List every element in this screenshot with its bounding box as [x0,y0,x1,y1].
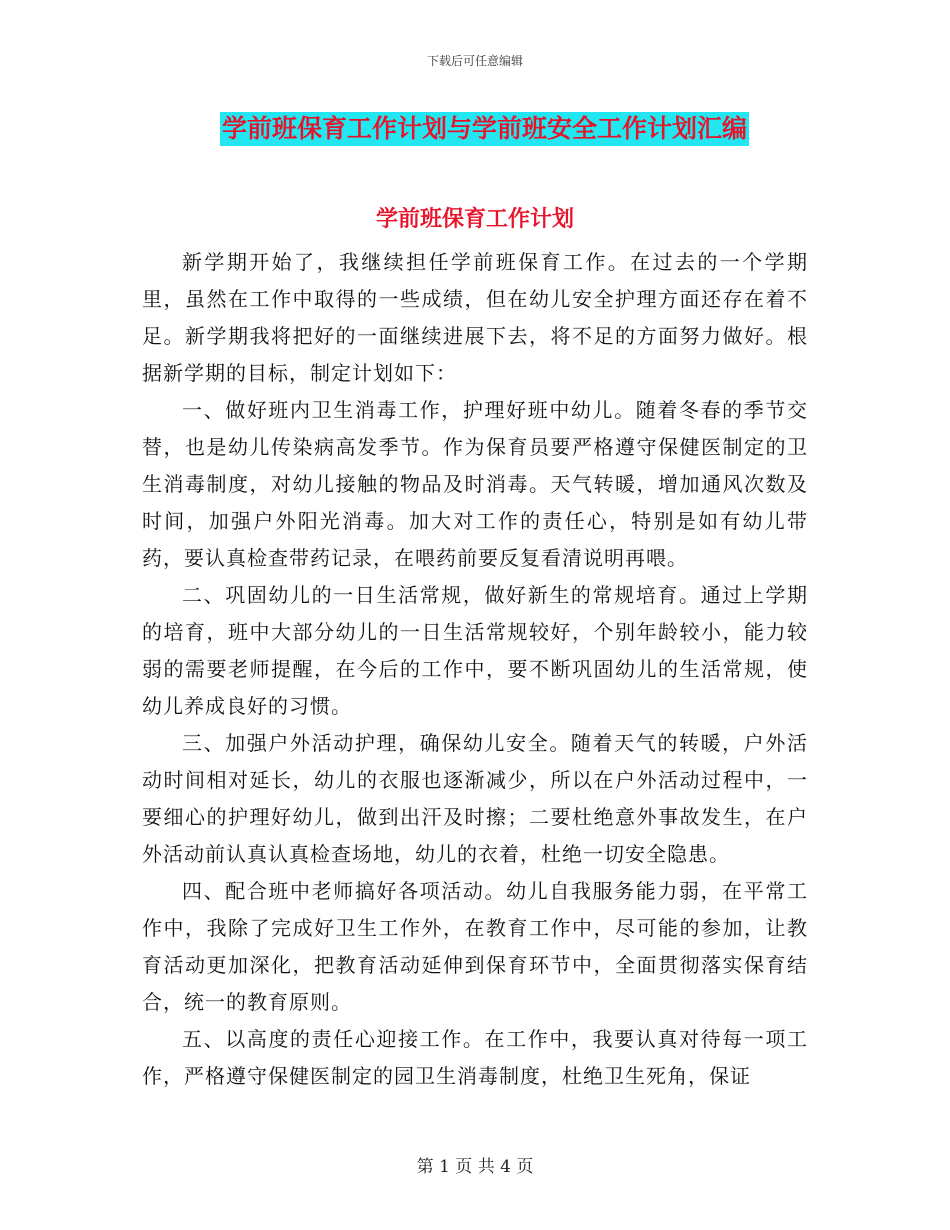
paragraph-intro: 新学期开始了，我继续担任学前班保育工作。在过去的一个学期里，虽然在工作中取得的一些成绩，但在幼儿安全护理方面还存在着不足。新学期我将把好的一面继续进展下去，将不足的方面努力做好。根据新学期的目标，制定计划如下： [142,250,808,385]
paragraph-item-3: 三、加强户外活动护理，确保幼儿安全。随着天气的转暖，户外活动时间相对延长，幼儿的衣服也逐渐减少，所以在户外活动过程中，一要细心的护理好幼儿，做到出汗及时擦；二要杜绝意外事故发生，在户外活动前认真认真检查场地，幼儿的衣着，杜绝一切安全隐患。 [142,731,808,866]
header-note: 下载后可任意编辑 [426,54,523,68]
paragraph-item-1: 一、做好班内卫生消毒工作，护理好班中幼儿。随着冬春的季节交替，也是幼儿传染病高发季节。作为保育员要严格遵守保健医制定的卫生消毒制度，对幼儿接触的物品及时消毒。天气转暖，增加通风次数及时间，加强户外阳光消毒。加大对工作的责任心，特别是如有幼儿带药，要认真检查带药记录，在喂药前要反复看清说明再喂。 [142,398,808,570]
page-footer: 第 1 页 共 4 页 [416,1157,534,1177]
paragraph-item-4: 四、配合班中老师搞好各项活动。幼儿自我服务能力弱，在平常工作中，我除了完成好卫生工作外，在教育工作中，尽可能的参加，让教育活动更加深化，把教育活动延伸到保育环节中，全面贯彻落实保育结合，统一的教育原则。 [142,879,808,1014]
document-body [142,244,808,1095]
document-title: 学前班保育工作计划与学前班安全工作计划汇编 [220,112,749,146]
paragraph-item-5: 五、以高度的责任心迎接工作。在工作中，我要认真对待每一项工作，严格遵守保健医制定的园卫生消毒制度，杜绝卫生死角，保证 [142,1027,808,1088]
paragraph-item-2: 二、巩固幼儿的一日生活常规，做好新生的常规培育。通过上学期的培育，班中大部分幼儿的一日生活常规较好，个别年龄较小，能力较弱的需要老师提醒，在今后的工作中，要不断巩固幼儿的生活常规，使幼儿养成良好的习惯。 [142,583,808,718]
section-title: 学前班保育工作计划 [375,206,574,232]
